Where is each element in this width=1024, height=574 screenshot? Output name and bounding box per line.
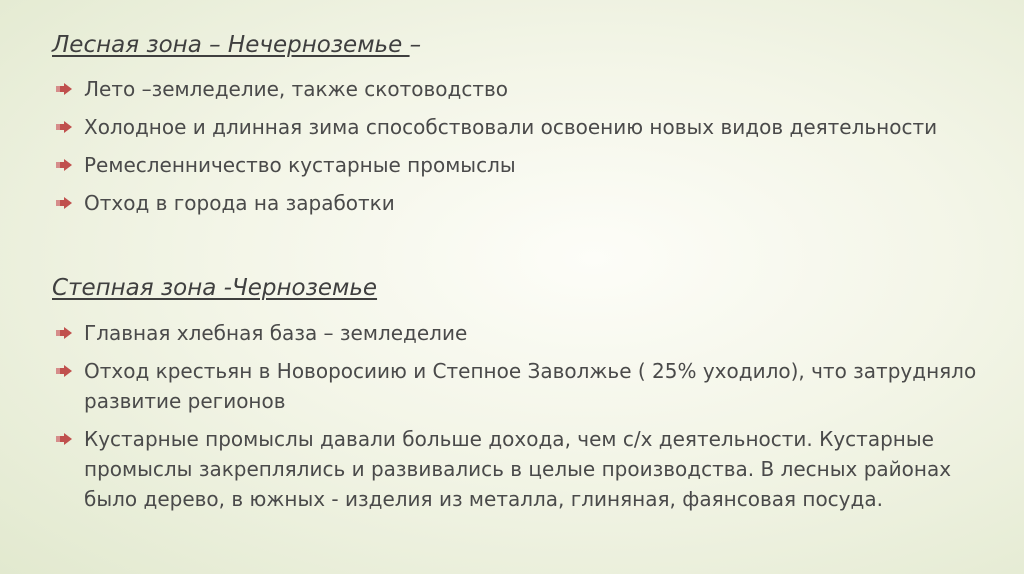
bullet-list-steppe-zone (56, 318, 986, 522)
right-arrow-bullet-icon (56, 83, 72, 95)
bullet-text: Ремесленничество кустарные промыслы (84, 153, 516, 177)
right-arrow-bullet-icon (56, 159, 72, 171)
bullet-text: Лето –земледелие, также скотоводство (84, 77, 509, 101)
right-arrow-bullet-icon (56, 327, 72, 339)
bullet-text: Кустарные промыслы давали больше дохода, чем с/х деятельности. Кустарные промыслы закреплялись и развивались в целые производства. В лесных районах было дерево, в южных - изделия из металла, глиняная, фаянсовая посуда. (84, 427, 952, 511)
bullet-item (56, 424, 986, 514)
bullet-list-forest-zone (56, 74, 986, 226)
bullet-text: Главная хлебная база – земледелие (84, 321, 468, 345)
bullet-item (56, 150, 986, 180)
bullet-text: Отход крестьян в Новоросиию и Степное Заволжье ( 25% уходило), что затрудняло развитие регионов (84, 359, 977, 413)
right-arrow-bullet-icon (56, 365, 72, 377)
section-heading-forest-zone-dash: – (409, 32, 422, 58)
bullet-text: Отход в города на заработки (84, 191, 395, 215)
bullet-item (56, 356, 986, 416)
bullet-item (56, 318, 986, 348)
section-heading-steppe-zone (52, 274, 377, 302)
bullet-item (56, 188, 986, 218)
section-heading-steppe-zone-text: Степная зона -Черноземье (52, 275, 378, 301)
bullet-item (56, 112, 986, 142)
right-arrow-bullet-icon (56, 433, 72, 445)
right-arrow-bullet-icon (56, 121, 72, 133)
right-arrow-bullet-icon (56, 197, 72, 209)
section-heading-forest-zone (52, 31, 421, 59)
bullet-text: Холодное и длинная зима способствовали освоению новых видов деятельности (84, 115, 938, 139)
section-heading-forest-zone-text: Лесная зона – Нечерноземье (52, 32, 410, 58)
bullet-item (56, 74, 986, 104)
